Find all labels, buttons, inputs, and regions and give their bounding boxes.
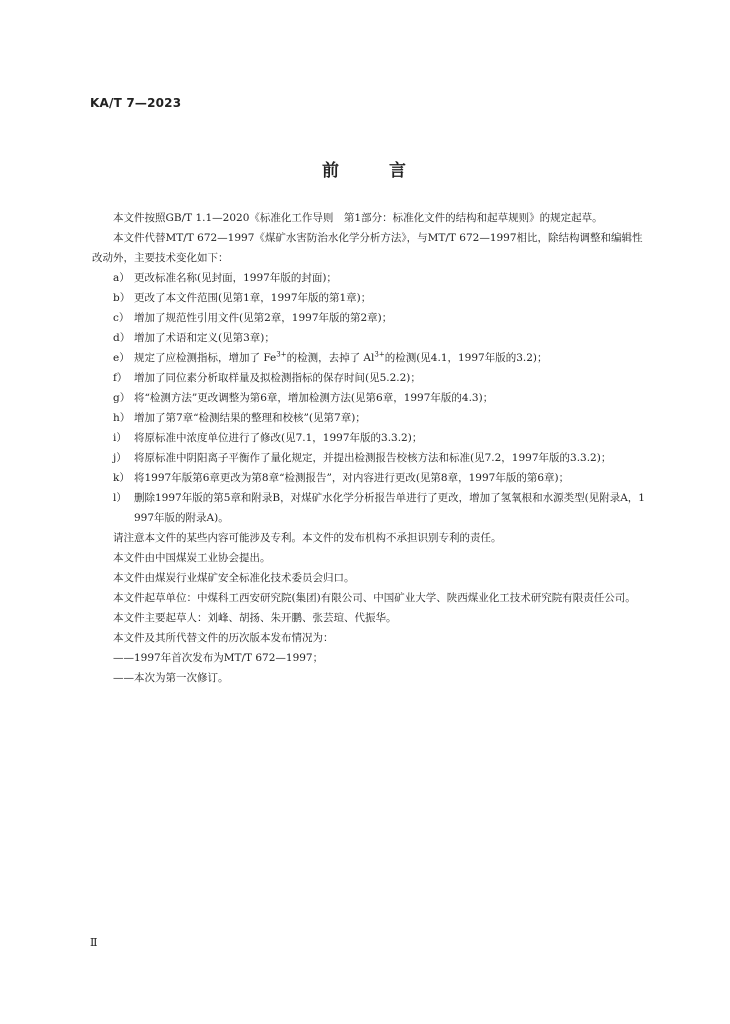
list-text: 增加了术语和定义(见第3章)； (134, 332, 275, 344)
list-item (92, 448, 648, 468)
list-marker: h） (113, 412, 131, 424)
list-text: 删除1997年版的第5章和附录B，对煤矿水化学分析报告单进行了更改，增加了氢氧根和水源类型(见附录A，1997年版的附录A)。 (134, 492, 645, 524)
paragraph-replacement: 本文件代替MT/T 672—1997《煤矿水害防治水化学分析方法》，与MT/T 672—1997相比，除结构调整和编辑性改动外，主要技术变化如下： (92, 232, 643, 264)
list-marker: e） (113, 352, 130, 364)
standard-code: KA/T 7—2023 (90, 96, 182, 110)
list-item (92, 468, 648, 488)
list-text: 增加了第7章“检测结果的整理和校核”(见第7章)； (134, 412, 366, 424)
page-number: Ⅱ (90, 936, 98, 949)
text-segment: 规定了应检测指标，增加了 Fe (134, 352, 277, 364)
text-segment: 的检测，去掉了 Al (286, 352, 375, 364)
list-marker: j） (113, 452, 127, 464)
list-text: 更改了本文件范围(见第1章，1997年版的第1章)； (134, 292, 372, 304)
superscript-charge: 3+ (276, 350, 287, 359)
list-text: 将原标准中阴阳离子平衡作了量化规定，并提出检测报告校核方法和标准(见7.2，1997年版的3.3.2)； (134, 452, 612, 464)
foreword-body (92, 208, 648, 688)
paragraph-committee: 本文件由煤炭行业煤矿安全标准化技术委员会归口。 (113, 572, 355, 584)
list-text: 增加了规范性引用文件(见第2章，1997年版的第2章)； (134, 312, 393, 324)
paragraph-history-revision: ——本次为第一次修订。 (113, 672, 229, 684)
list-item (92, 428, 648, 448)
list-item (92, 328, 648, 348)
superscript-charge: 3+ (374, 350, 385, 359)
list-item (92, 368, 648, 388)
paragraph-drafting-units: 本文件起草单位：中煤科工西安研究院(集团)有限公司、中国矿业大学、陕西煤业化工技术研究院有限责任公司。 (113, 592, 636, 604)
list-item (92, 488, 648, 528)
list-text: 更改标准名称(见封面，1997年版的封面)； (134, 272, 337, 284)
list-marker: k） (113, 472, 130, 484)
list-item (92, 388, 648, 408)
paragraph-history-1997: ——1997年首次发布为MT/T 672—1997； (113, 652, 324, 664)
list-marker: a） (113, 272, 130, 284)
title-char-2: 言 (389, 161, 408, 181)
list-text: 将1997年版第6章更改为第8章“检测报告”，对内容进行更改(见第8章，1997年版的第6章)； (134, 472, 570, 484)
list-text: 增加了同位素分析取样量及拟检测指标的保存时间(见5.2.2)； (134, 372, 421, 384)
paragraph-drafting-basis: 本文件按照GB/T 1.1—2020《标准化工作导则 第1部分：标准化文件的结构和起草规则》的规定起草。 (113, 212, 603, 224)
paragraph-drafters: 本文件主要起草人：刘峰、胡扬、朱开鹏、张芸瑄、代振华。 (113, 612, 397, 624)
list-item (92, 348, 648, 368)
list-marker: g） (113, 392, 131, 404)
changes-list (92, 268, 648, 528)
list-marker: l） (113, 492, 127, 504)
list-marker: i） (113, 432, 127, 444)
list-marker: b） (113, 292, 131, 304)
list-item (92, 308, 648, 328)
paragraph-patent-notice: 请注意本文件的某些内容可能涉及专利。本文件的发布机构不承担识别专利的责任。 (113, 532, 502, 544)
list-item (92, 268, 648, 288)
list-item (92, 408, 648, 428)
list-marker: d） (113, 332, 131, 344)
list-text (134, 348, 648, 368)
list-text: 将原标准中浓度单位进行了修改(见7.1，1997年版的3.3.2)； (134, 432, 423, 444)
list-item (92, 288, 648, 308)
list-marker: c） (113, 312, 130, 324)
list-marker: f） (113, 372, 128, 384)
paragraph-history-intro: 本文件及其所代替文件的历次版本发布情况为： (113, 632, 334, 644)
text-segment: 的检测(见4.1，1997年版的3.2)； (384, 352, 548, 364)
title-char-1: 前 (322, 161, 341, 181)
list-text: 将“检测方法”更改调整为第6章，增加检测方法(见第6章，1997年版的4.3)； (134, 392, 494, 404)
page-title (0, 156, 730, 181)
paragraph-proposer: 本文件由中国煤炭工业协会提出。 (113, 552, 271, 564)
